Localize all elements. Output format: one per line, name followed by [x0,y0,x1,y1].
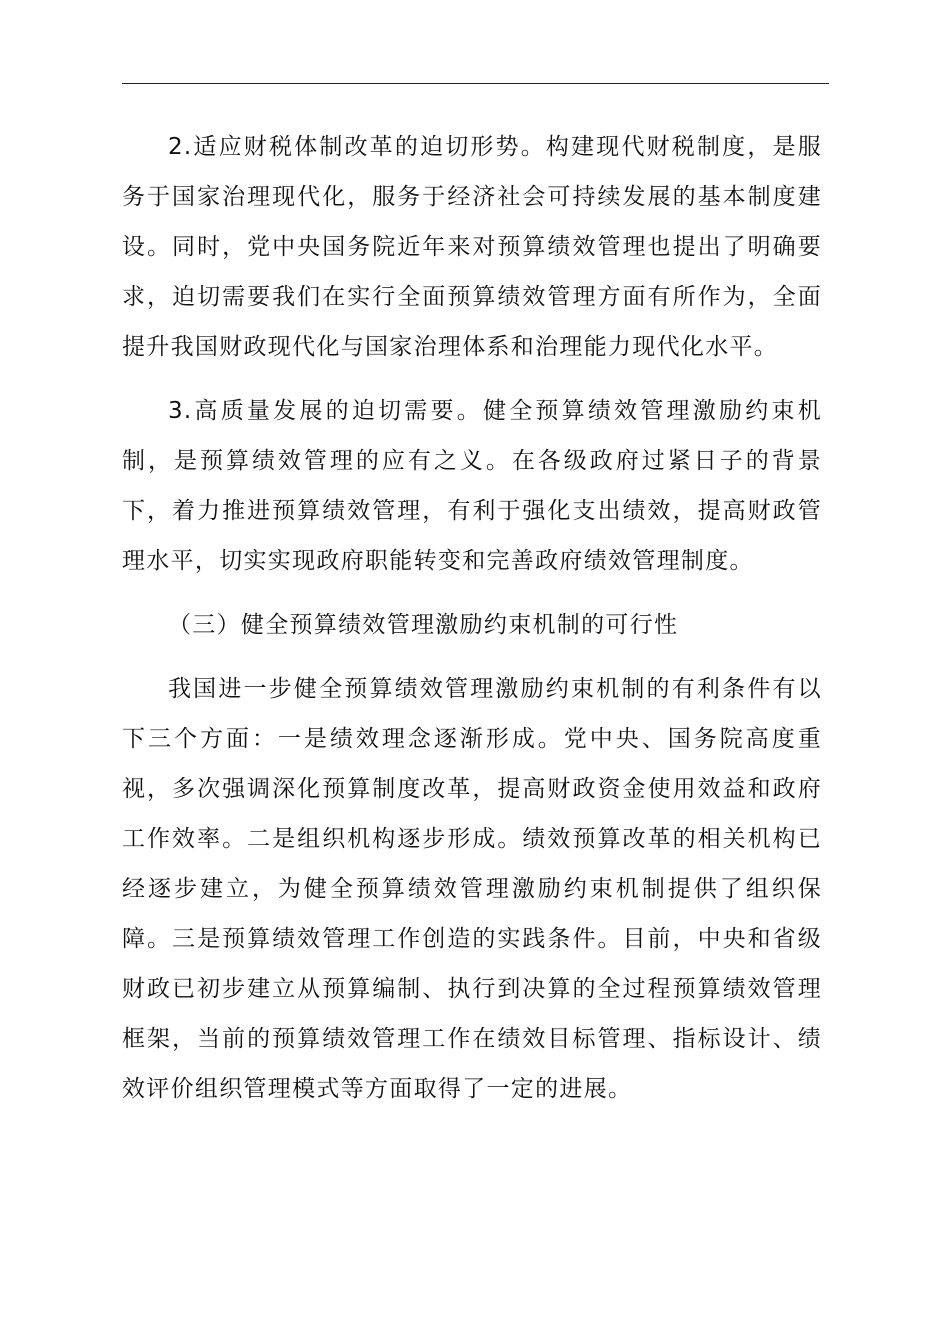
paragraph-fiscal-reform: 2.适应财税体制改革的迫切形势。构建现代财税制度，是服务于国家治理现代化，服务于经济社会可持续发展的基本制度建设。同时，党中央国务院近年来对预算绩效管理也提出了明确要求，迫切需要我们在实行全面预算绩效管理方面有所作为，全面提升我国财政现代化与国家治理体系和治理能力现代化水平。 [122,134,822,360]
section-heading-feasibility: （三）健全预算绩效管理激励约束机制的可行性 [168,612,679,638]
paragraph-favorable-conditions: 我国进一步健全预算绩效管理激励约束机制的有利条件有以下三个方面：一是绩效理念逐渐形成。党中央、国务院高度重视，多次强调深化预算制度改革，提高财政资金使用效益和政府工作效率。二是组织机构逐步形成。绩效预算改革的相关机构已经逐步建立，为健全预算绩效管理激励约束机制提供了组织保障。三是预算绩效管理工作创造的实践条件。目前，中央和省级财政已初步建立从预算编制、执行到决算的全过程预算绩效管理框架，当前的预算绩效管理工作在绩效目标管理、指标设计、绩效评价组织管理模式等方面取得了一定的进展。 [122,676,822,1102]
header-divider [122,83,829,84]
paragraph-high-quality-development: 3.高质量发展的迫切需要。健全预算绩效管理激励约束机制，是预算绩效管理的应有之义。在各级政府过紧日子的背景下，着力推进预算绩效管理，有利于强化支出绩效，提高财政管理水平，切实实现政府职能转变和完善政府绩效管理制度。 [122,398,822,574]
document-body [122,122,822,1114]
